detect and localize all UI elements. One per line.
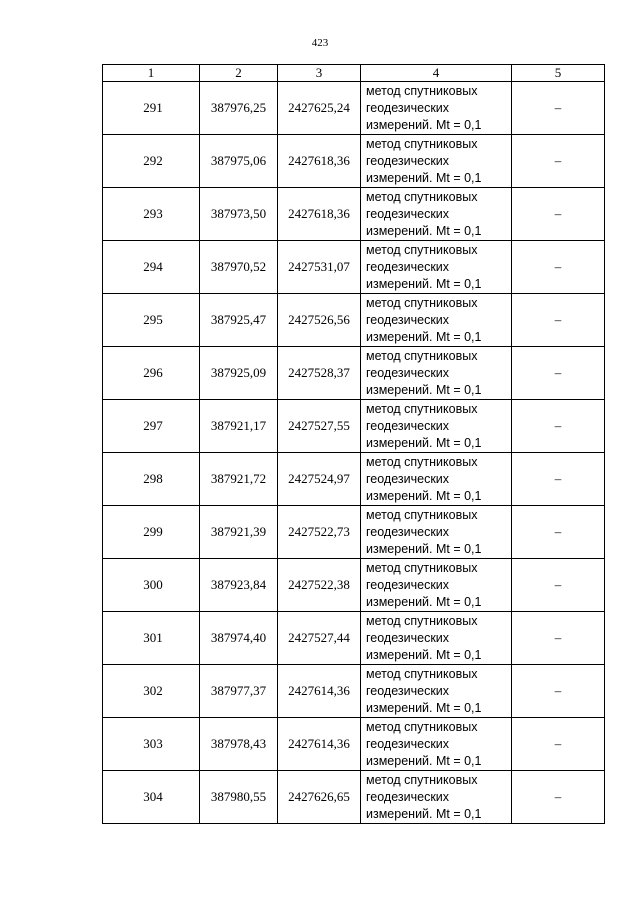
- point-number-cell: 297: [103, 400, 200, 453]
- table-header: [103, 65, 605, 82]
- note-cell: –: [512, 400, 605, 453]
- method-text-line: геодезических: [366, 100, 450, 115]
- point-number-cell: 294: [103, 241, 200, 294]
- x-coordinate-cell: 387921,72: [200, 453, 278, 506]
- method-text-line: метод спутниковых: [366, 348, 478, 363]
- method-text-line: измерений. Mt = 0,1: [366, 435, 482, 450]
- x-coordinate-cell: 387970,52: [200, 241, 278, 294]
- method-text-line: измерений. Mt = 0,1: [366, 594, 482, 609]
- point-number-cell: 303: [103, 718, 200, 771]
- table-row: [103, 771, 605, 824]
- table-row: [103, 718, 605, 771]
- method-cell: [361, 453, 512, 506]
- note-cell: –: [512, 294, 605, 347]
- method-cell: [361, 400, 512, 453]
- y-coordinate-cell: 2427626,65: [278, 771, 361, 824]
- table-row: [103, 241, 605, 294]
- method-cell: [361, 612, 512, 665]
- method-text-line: геодезических: [366, 471, 450, 486]
- x-coordinate-cell: 387975,06: [200, 135, 278, 188]
- coordinates-table: [102, 64, 605, 824]
- table-row: [103, 665, 605, 718]
- method-text-line: метод спутниковых: [366, 666, 478, 681]
- method-text-line: геодезических: [366, 683, 450, 698]
- table-body: [103, 82, 605, 824]
- method-text-line: геодезических: [366, 259, 450, 274]
- table-row: [103, 188, 605, 241]
- note-cell: –: [512, 347, 605, 400]
- method-text-line: геодезических: [366, 153, 450, 168]
- table-row: [103, 506, 605, 559]
- point-number-cell: 291: [103, 82, 200, 135]
- point-number-cell: 304: [103, 771, 200, 824]
- column-header-1: 1: [103, 65, 200, 82]
- y-coordinate-cell: 2427614,36: [278, 718, 361, 771]
- method-text-line: измерений. Mt = 0,1: [366, 753, 482, 768]
- y-coordinate-cell: 2427527,55: [278, 400, 361, 453]
- method-text-line: измерений. Mt = 0,1: [366, 170, 482, 185]
- header-row: [103, 65, 605, 82]
- x-coordinate-cell: 387977,37: [200, 665, 278, 718]
- x-coordinate-cell: 387980,55: [200, 771, 278, 824]
- method-text-line: метод спутниковых: [366, 507, 478, 522]
- method-cell: [361, 559, 512, 612]
- note-cell: –: [512, 82, 605, 135]
- x-coordinate-cell: 387974,40: [200, 612, 278, 665]
- point-number-cell: 296: [103, 347, 200, 400]
- table-row: [103, 82, 605, 135]
- note-cell: –: [512, 612, 605, 665]
- method-text-line: метод спутниковых: [366, 401, 478, 416]
- point-number-cell: 301: [103, 612, 200, 665]
- note-cell: –: [512, 771, 605, 824]
- note-cell: –: [512, 188, 605, 241]
- table-row: [103, 453, 605, 506]
- method-cell: [361, 506, 512, 559]
- method-text-line: измерений. Mt = 0,1: [366, 647, 482, 662]
- method-cell: [361, 771, 512, 824]
- method-text-line: измерений. Mt = 0,1: [366, 806, 482, 821]
- method-text-line: измерений. Mt = 0,1: [366, 541, 482, 556]
- x-coordinate-cell: 387973,50: [200, 188, 278, 241]
- method-cell: [361, 665, 512, 718]
- method-text-line: измерений. Mt = 0,1: [366, 329, 482, 344]
- page-number: 423: [311, 37, 329, 49]
- column-header-3: 3: [278, 65, 361, 82]
- note-cell: –: [512, 453, 605, 506]
- x-coordinate-cell: 387978,43: [200, 718, 278, 771]
- column-header-5: 5: [512, 65, 605, 82]
- x-coordinate-cell: 387921,39: [200, 506, 278, 559]
- x-coordinate-cell: 387923,84: [200, 559, 278, 612]
- method-text-line: метод спутниковых: [366, 560, 478, 575]
- y-coordinate-cell: 2427522,38: [278, 559, 361, 612]
- method-text-line: метод спутниковых: [366, 772, 478, 787]
- method-text-line: геодезических: [366, 524, 450, 539]
- y-coordinate-cell: 2427618,36: [278, 135, 361, 188]
- method-cell: [361, 347, 512, 400]
- point-number-cell: 298: [103, 453, 200, 506]
- method-text-line: метод спутниковых: [366, 242, 478, 257]
- point-number-cell: 300: [103, 559, 200, 612]
- y-coordinate-cell: 2427524,97: [278, 453, 361, 506]
- method-text-line: измерений. Mt = 0,1: [366, 117, 482, 132]
- y-coordinate-cell: 2427526,56: [278, 294, 361, 347]
- method-text-line: метод спутниковых: [366, 83, 478, 98]
- method-text-line: геодезических: [366, 736, 450, 751]
- method-text-line: измерений. Mt = 0,1: [366, 700, 482, 715]
- point-number-cell: 293: [103, 188, 200, 241]
- method-text-line: метод спутниковых: [366, 189, 478, 204]
- method-text-line: геодезических: [366, 577, 450, 592]
- note-cell: –: [512, 241, 605, 294]
- method-text-line: метод спутниковых: [366, 136, 478, 151]
- method-text-line: геодезических: [366, 312, 450, 327]
- table-row: [103, 400, 605, 453]
- y-coordinate-cell: 2427522,73: [278, 506, 361, 559]
- x-coordinate-cell: 387976,25: [200, 82, 278, 135]
- note-cell: –: [512, 135, 605, 188]
- point-number-cell: 295: [103, 294, 200, 347]
- method-text-line: метод спутниковых: [366, 454, 478, 469]
- y-coordinate-cell: 2427618,36: [278, 188, 361, 241]
- point-number-cell: 302: [103, 665, 200, 718]
- method-text-line: геодезических: [366, 630, 450, 645]
- method-cell: [361, 188, 512, 241]
- table-row: [103, 612, 605, 665]
- note-cell: –: [512, 506, 605, 559]
- method-text-line: геодезических: [366, 365, 450, 380]
- y-coordinate-cell: 2427528,37: [278, 347, 361, 400]
- note-cell: –: [512, 665, 605, 718]
- table-row: [103, 559, 605, 612]
- method-text-line: метод спутниковых: [366, 295, 478, 310]
- method-cell: [361, 82, 512, 135]
- method-text-line: геодезических: [366, 206, 450, 221]
- method-text-line: измерений. Mt = 0,1: [366, 382, 482, 397]
- table-row: [103, 135, 605, 188]
- x-coordinate-cell: 387925,09: [200, 347, 278, 400]
- y-coordinate-cell: 2427614,36: [278, 665, 361, 718]
- method-cell: [361, 135, 512, 188]
- method-text-line: измерений. Mt = 0,1: [366, 223, 482, 238]
- table-row: [103, 294, 605, 347]
- note-cell: –: [512, 718, 605, 771]
- column-header-4: 4: [361, 65, 512, 82]
- method-text-line: измерений. Mt = 0,1: [366, 276, 482, 291]
- method-text-line: метод спутниковых: [366, 719, 478, 734]
- y-coordinate-cell: 2427625,24: [278, 82, 361, 135]
- x-coordinate-cell: 387925,47: [200, 294, 278, 347]
- y-coordinate-cell: 2427527,44: [278, 612, 361, 665]
- point-number-cell: 292: [103, 135, 200, 188]
- method-text-line: геодезических: [366, 789, 450, 804]
- point-number-cell: 299: [103, 506, 200, 559]
- method-cell: [361, 294, 512, 347]
- method-text-line: метод спутниковых: [366, 613, 478, 628]
- method-text-line: геодезических: [366, 418, 450, 433]
- note-cell: –: [512, 559, 605, 612]
- x-coordinate-cell: 387921,17: [200, 400, 278, 453]
- method-text-line: измерений. Mt = 0,1: [366, 488, 482, 503]
- method-cell: [361, 718, 512, 771]
- method-cell: [361, 241, 512, 294]
- table-row: [103, 347, 605, 400]
- y-coordinate-cell: 2427531,07: [278, 241, 361, 294]
- column-header-2: 2: [200, 65, 278, 82]
